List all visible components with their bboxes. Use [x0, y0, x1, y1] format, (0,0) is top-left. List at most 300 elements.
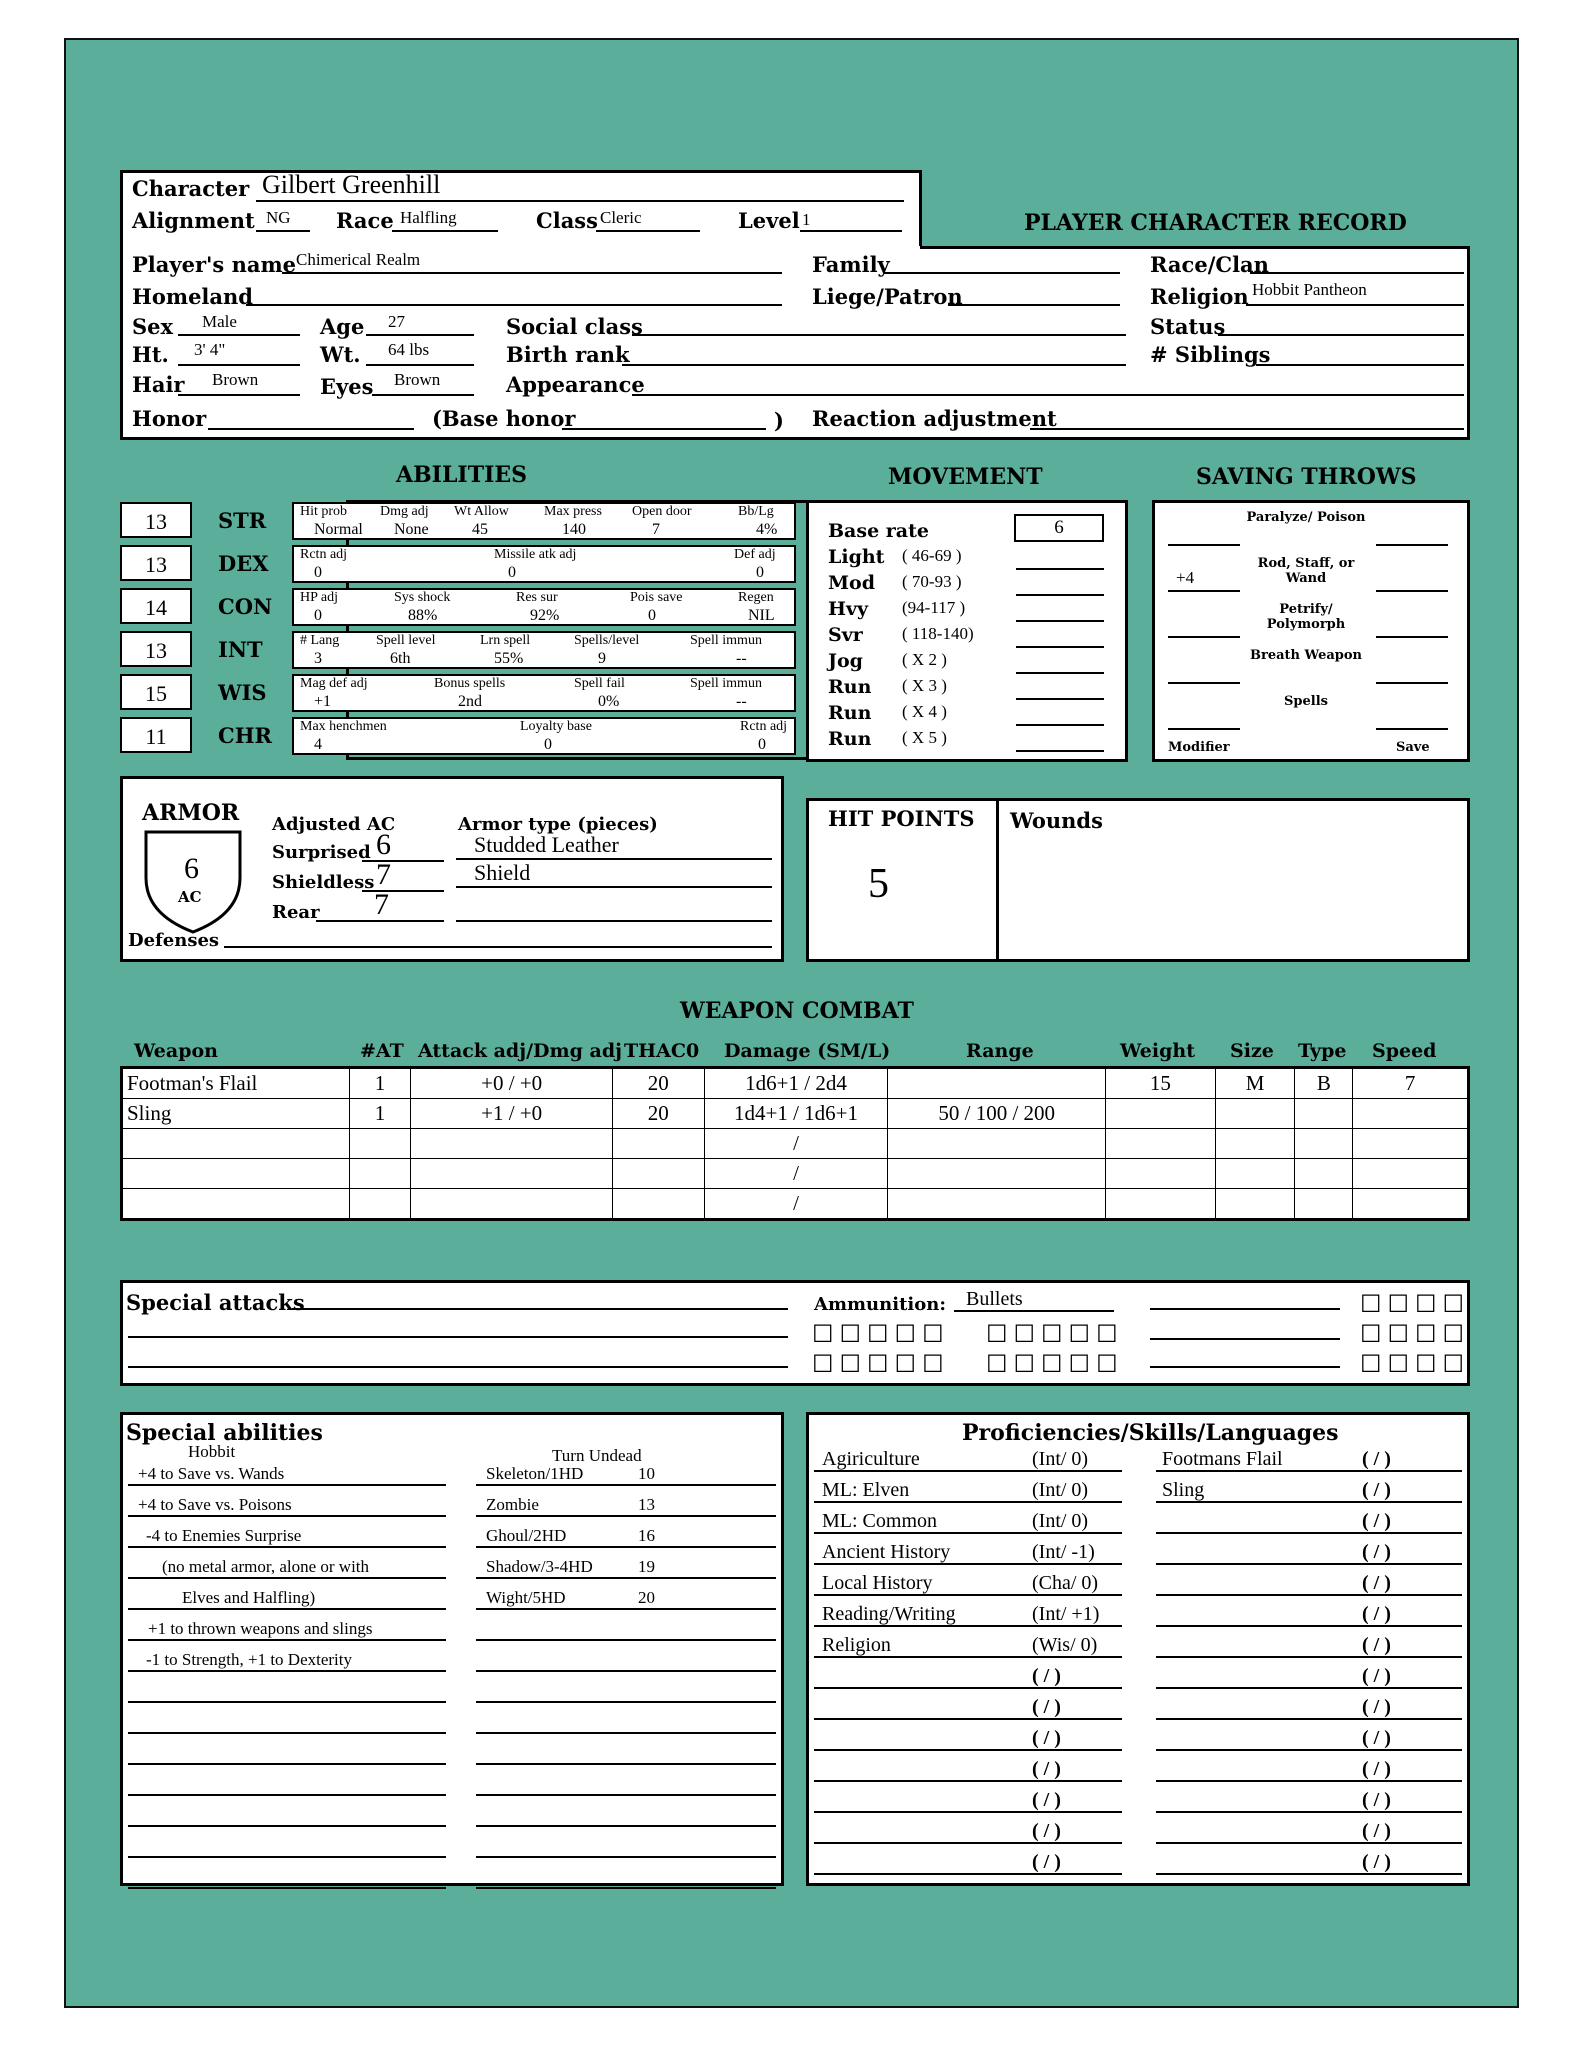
proficiency-stat: (Int/ 0) [1032, 1479, 1089, 1501]
proficiency-slot-right: ( / ) [1362, 1572, 1391, 1594]
ability-detail-label: Res sur [516, 590, 558, 605]
weapon-cell[interactable] [1353, 1189, 1469, 1220]
ability-detail-value[interactable]: 0 [314, 607, 322, 624]
abilities-title: ABILITIES [396, 462, 528, 488]
ammo-checkboxes-2[interactable]: ☐☐☐☐☐ [986, 1320, 1124, 1348]
eyes-value[interactable]: Brown [394, 370, 441, 389]
proficiency-line[interactable] [1156, 1873, 1462, 1875]
movement-line-7[interactable] [1016, 750, 1104, 752]
turn-undead-line[interactable] [476, 1887, 776, 1889]
weapon-cell[interactable] [122, 1189, 350, 1220]
ability-details-str [292, 502, 796, 540]
turn-undead-value: 13 [638, 1495, 655, 1514]
ability-detail-label: Spell immun [690, 633, 762, 648]
special-attacks-box [120, 1280, 1470, 1386]
weapon-cell[interactable]: 1d4+1 / 1d6+1 [704, 1099, 888, 1129]
proficiency-slot-right: ( / ) [1362, 1448, 1391, 1470]
proficiency-line[interactable] [1156, 1532, 1462, 1534]
proficiency-line[interactable] [1156, 1718, 1462, 1720]
saving-throw-modifier-1[interactable]: +4 [1176, 568, 1195, 587]
turn-undead-line[interactable] [476, 1577, 776, 1579]
ammo-checkboxes-3[interactable]: ☐☐☐☐☐ [812, 1350, 950, 1378]
weapon-cell[interactable]: Footman's Flail [122, 1068, 350, 1099]
saving-throw-label-3: Breath Weapon [1250, 648, 1362, 663]
proficiency-stat: (Cha/ 0) [1032, 1572, 1099, 1594]
ability-detail-label: Pois save [630, 590, 683, 605]
movement-line-3[interactable] [1016, 646, 1104, 648]
ability-score-chr[interactable]: 11 [120, 717, 192, 753]
weapon-cell[interactable] [1106, 1099, 1216, 1129]
movement-line-5[interactable] [1016, 698, 1104, 700]
saving-throw-mod-line-3[interactable] [1168, 682, 1240, 684]
ammo-checkboxes-7[interactable]: ☐☐☐☐ [1360, 1350, 1471, 1378]
class-value[interactable]: Cleric [600, 208, 642, 227]
proficiency-slot-right: ( / ) [1362, 1541, 1391, 1563]
ability-detail-value[interactable]: None [394, 521, 429, 538]
ability-score-dex[interactable]: 13 [120, 545, 192, 581]
proficiency-stat: (Int/ 0) [1032, 1448, 1089, 1470]
weapon-cell[interactable] [1106, 1189, 1216, 1220]
turn-undead-line[interactable] [476, 1856, 776, 1858]
special-ability-line[interactable] [128, 1701, 446, 1703]
ability-name-int: INT [218, 637, 263, 662]
ammo-checkboxes-1[interactable]: ☐☐☐☐☐ [812, 1320, 950, 1348]
ability-score-wis[interactable]: 15 [120, 674, 192, 710]
player-value[interactable]: Chimerical Realm [296, 250, 421, 269]
ability-details-int [292, 631, 796, 669]
turn-undead-line[interactable] [476, 1515, 776, 1517]
movement-label-5: Run [828, 676, 872, 698]
weapon-cell[interactable] [1295, 1189, 1353, 1220]
weapon-cell[interactable]: 1 [349, 1099, 411, 1129]
movement-label-3: Svr [828, 624, 863, 646]
turn-undead-line[interactable] [476, 1732, 776, 1734]
proficiency-name-right: Footmans Flail [1162, 1448, 1283, 1470]
player-label: Player's name [132, 252, 297, 277]
turn-undead-name: Shadow/3-4HD [486, 1557, 593, 1576]
ability-detail-value[interactable]: 9 [598, 650, 606, 667]
ability-name-chr: CHR [218, 723, 273, 748]
alignment-value[interactable]: NG [266, 208, 291, 227]
weapon-cell[interactable]: B [1295, 1068, 1353, 1099]
ability-detail-value[interactable]: 0 [314, 564, 322, 581]
character-label: Character [132, 176, 250, 201]
turn-undead-title: Turn Undead [552, 1446, 642, 1465]
hit-points-label: HIT POINTS [828, 806, 975, 831]
proficiency-slot-right: ( / ) [1362, 1665, 1391, 1687]
weapon-cell[interactable] [1215, 1189, 1295, 1220]
special-ability-line[interactable] [128, 1546, 446, 1548]
special-ability-line[interactable] [128, 1484, 446, 1486]
proficiency-name: Ancient History [822, 1541, 951, 1563]
ability-detail-label: Mag def adj [300, 676, 368, 691]
turn-undead-line[interactable] [476, 1825, 776, 1827]
weapon-cell[interactable] [1295, 1099, 1353, 1129]
proficiency-slot: ( / ) [1032, 1789, 1061, 1811]
adjusted-ac-label: Adjusted AC [272, 814, 396, 835]
rear-label: Rear [272, 902, 320, 923]
wt-value[interactable]: 64 lbs [388, 340, 430, 359]
weapon-header-3: THAC0 [624, 1040, 700, 1062]
surprised-label: Surprised [272, 842, 371, 863]
saving-throw-mod-line-2[interactable] [1168, 636, 1240, 638]
proficiency-line[interactable] [1156, 1842, 1462, 1844]
weapon-cell[interactable] [122, 1129, 350, 1159]
saving-throw-mod-line-1[interactable] [1168, 590, 1240, 592]
weapon-cell[interactable]: Sling [122, 1099, 350, 1129]
movement-line-0[interactable] [1016, 568, 1104, 570]
movement-line-2[interactable] [1016, 620, 1104, 622]
ability-detail-value[interactable]: NIL [748, 607, 775, 624]
weapon-cell[interactable]: +1 / +0 [411, 1099, 612, 1129]
ability-detail-value[interactable]: 0 [508, 564, 516, 581]
weapon-cell[interactable] [411, 1189, 612, 1220]
saving-throws-title: SAVING THROWS [1196, 464, 1417, 490]
weapon-cell[interactable]: +0 / +0 [411, 1068, 612, 1099]
proficiency-line[interactable] [1156, 1563, 1462, 1565]
proficiency-line[interactable] [1156, 1811, 1462, 1813]
ability-detail-value[interactable]: 140 [562, 521, 586, 538]
ability-score-str[interactable]: 13 [120, 502, 192, 538]
ability-detail-value[interactable]: 55% [494, 650, 524, 667]
proficiency-line[interactable] [814, 1873, 1122, 1875]
movement-range-3: ( 118-140) [902, 624, 974, 643]
weapon-cell[interactable]: 1d6+1 / 2d4 [704, 1068, 888, 1099]
special-ability-line[interactable] [128, 1887, 446, 1889]
ability-detail-value[interactable]: +1 [314, 693, 332, 710]
ability-row-chr [120, 717, 788, 757]
ability-detail-value[interactable]: 88% [408, 607, 438, 624]
proficiency-line[interactable] [814, 1811, 1122, 1813]
turn-undead-line[interactable] [476, 1794, 776, 1796]
proficiency-slot-right: ( / ) [1362, 1603, 1391, 1625]
turn-undead-line[interactable] [476, 1608, 776, 1610]
ability-detail-label: Hit prob [300, 504, 348, 519]
movement-range-2: (94-117 ) [902, 598, 966, 617]
ammunition-value[interactable]: Bullets [966, 1288, 1023, 1310]
saving-throw-save-line-2[interactable] [1376, 636, 1448, 638]
weapon-cell[interactable] [1353, 1159, 1469, 1189]
hair-label: Hair [132, 372, 185, 397]
eyes-label: Eyes [320, 374, 374, 399]
turn-undead-value: 10 [638, 1464, 655, 1483]
weapon-header-4: Damage (SM/L) [724, 1040, 891, 1062]
weapon-cell[interactable]: M [1215, 1068, 1295, 1099]
movement-line-6[interactable] [1016, 724, 1104, 726]
weapon-cell[interactable]: 20 [612, 1099, 704, 1129]
weapon-cell[interactable] [888, 1189, 1106, 1220]
family-label: Family [812, 252, 890, 277]
proficiency-line[interactable] [1156, 1594, 1462, 1596]
character-name[interactable]: Gilbert Greenhill [262, 170, 441, 199]
ability-detail-value[interactable]: 0 [756, 564, 764, 581]
ammo-checkboxes-6[interactable]: ☐☐☐☐ [1360, 1320, 1471, 1348]
turn-undead-value: 16 [638, 1526, 655, 1545]
weapon-cell[interactable]: / [704, 1159, 888, 1189]
ability-detail-value[interactable]: 45 [472, 521, 488, 538]
race-value[interactable]: Halfling [400, 208, 457, 227]
proficiency-name: Religion [822, 1634, 891, 1656]
base-honor-label: (Base honor [432, 406, 576, 431]
ability-detail-value[interactable]: 0 [648, 607, 656, 624]
special-ability-line[interactable] [128, 1856, 446, 1858]
movement-range-5: ( X 3 ) [902, 676, 947, 695]
base-rate-box[interactable]: 6 [1014, 514, 1104, 542]
base-honor-close: ) [774, 408, 784, 433]
hit-points-value[interactable]: 5 [868, 861, 889, 907]
ability-row-str [120, 502, 780, 542]
special-ability-line[interactable] [128, 1670, 446, 1672]
special-ability-line[interactable] [128, 1825, 446, 1827]
alignment-label: Alignment [132, 208, 255, 233]
weapon-cell[interactable] [1106, 1129, 1216, 1159]
ability-detail-value[interactable]: 3 [314, 650, 322, 667]
weapon-cell[interactable]: 15 [1106, 1068, 1216, 1099]
weapon-cell[interactable] [1295, 1129, 1353, 1159]
ability-score-con[interactable]: 14 [120, 588, 192, 624]
ability-detail-label: Missile atk adj [494, 547, 577, 562]
ability-detail-value[interactable]: -- [736, 650, 747, 667]
ability-score-int[interactable]: 13 [120, 631, 192, 667]
movement-label-2: Hvy [828, 598, 869, 620]
weapon-cell[interactable] [349, 1129, 411, 1159]
weapon-cell[interactable] [411, 1159, 612, 1189]
ability-detail-label: Bb/Lg [738, 504, 774, 519]
weapon-cell[interactable]: / [704, 1189, 888, 1220]
ability-detail-value[interactable]: -- [736, 693, 747, 710]
class-label: Class [536, 208, 598, 233]
turn-undead-line[interactable] [476, 1763, 776, 1765]
weapon-cell[interactable]: 1 [349, 1068, 411, 1099]
proficiency-slot-right: ( / ) [1362, 1696, 1391, 1718]
proficiency-name: Local History [822, 1572, 933, 1594]
special-ability-text: +1 to thrown weapons and slings [148, 1619, 373, 1638]
shieldless-value[interactable]: 7 [376, 858, 391, 891]
weapon-cell[interactable]: 20 [612, 1068, 704, 1099]
weapon-row [122, 1159, 1469, 1189]
ability-detail-label: Dmg adj [380, 504, 429, 519]
turn-undead-name: Skeleton/1HD [486, 1464, 584, 1483]
turn-undead-line[interactable] [476, 1701, 776, 1703]
special-ability-line[interactable] [128, 1639, 446, 1641]
proficiency-line[interactable] [1156, 1780, 1462, 1782]
proficiency-name: ML: Elven [822, 1479, 910, 1501]
proficiency-slot-right: ( / ) [1362, 1634, 1391, 1656]
special-ability-line[interactable] [128, 1732, 446, 1734]
ability-detail-label: Sys shock [394, 590, 451, 605]
movement-label-4: Jog [828, 650, 863, 672]
special-ability-text: -4 to Enemies Surprise [146, 1526, 302, 1545]
age-label: Age [320, 314, 365, 339]
weapon-cell[interactable] [1106, 1159, 1216, 1189]
proficiency-line[interactable] [814, 1842, 1122, 1844]
armor-piece-2[interactable]: Shield [474, 860, 531, 885]
ability-detail-value[interactable]: Normal [314, 521, 363, 538]
movement-title: MOVEMENT [888, 464, 1043, 490]
ability-detail-value[interactable]: 0 [544, 736, 552, 753]
ability-detail-value[interactable]: 6th [390, 650, 411, 667]
turn-undead-value: 19 [638, 1557, 655, 1576]
ability-row-con [120, 588, 780, 628]
special-ability-text: -1 to Strength, +1 to Dexterity [146, 1650, 353, 1669]
movement-range-4: ( X 2 ) [902, 650, 947, 669]
proficiency-slot: ( / ) [1032, 1820, 1061, 1842]
character-sheet [64, 38, 1519, 2008]
special-abilities-title: Special abilities [126, 1420, 323, 1446]
weapon-cell[interactable] [888, 1129, 1106, 1159]
ammunition-label: Ammunition: [814, 1294, 946, 1315]
weapon-cell[interactable] [612, 1189, 704, 1220]
ability-row-int [120, 631, 780, 671]
ht-value[interactable]: 3' 4" [194, 340, 226, 359]
proficiency-slot-right: ( / ) [1362, 1510, 1391, 1532]
weapon-cell[interactable]: 7 [1353, 1068, 1469, 1099]
special-ability-line[interactable] [128, 1515, 446, 1517]
weapon-row [122, 1189, 1469, 1220]
movement-line-1[interactable] [1016, 594, 1104, 596]
ability-name-str: STR [218, 508, 267, 533]
weapon-cell[interactable] [1295, 1159, 1353, 1189]
movement-label-1: Mod [828, 572, 875, 594]
weapon-cell[interactable] [349, 1159, 411, 1189]
proficiency-stat: (Wis/ 0) [1032, 1634, 1098, 1656]
shieldless-label: Shieldless [272, 872, 375, 893]
turn-undead-name: Wight/5HD [486, 1588, 566, 1607]
weapon-header-9: Speed [1372, 1040, 1437, 1062]
proficiency-line[interactable] [1156, 1749, 1462, 1751]
sex-label: Sex [132, 314, 174, 339]
ammo-checkboxes-5[interactable]: ☐☐☐☐ [1360, 1290, 1471, 1318]
saving-throw-save-line-0[interactable] [1376, 544, 1448, 546]
ability-detail-label: Loyalty base [520, 719, 592, 734]
ability-detail-label: Lrn spell [480, 633, 531, 648]
turn-undead-value: 20 [638, 1588, 655, 1607]
weapon-cell[interactable] [1353, 1099, 1469, 1129]
religion-value[interactable]: Hobbit Pantheon [1252, 280, 1367, 299]
weapon-cell[interactable] [1215, 1099, 1295, 1129]
weapon-cell[interactable] [349, 1189, 411, 1220]
weapon-cell[interactable] [1215, 1159, 1295, 1189]
proficiency-slot: ( / ) [1032, 1665, 1061, 1687]
ability-detail-value[interactable]: 4 [314, 736, 322, 753]
proficiency-line[interactable] [814, 1780, 1122, 1782]
turn-undead-line[interactable] [476, 1639, 776, 1641]
status-label: Status [1150, 314, 1226, 339]
special-ability-line[interactable] [128, 1763, 446, 1765]
ability-detail-value[interactable]: 92% [530, 607, 560, 624]
hair-value[interactable]: Brown [212, 370, 259, 389]
weapon-header-7: Size [1230, 1040, 1274, 1062]
proficiency-line[interactable] [814, 1687, 1122, 1689]
weapon-cell[interactable] [888, 1068, 1106, 1099]
movement-line-4[interactable] [1016, 672, 1104, 674]
proficiency-slot-right: ( / ) [1362, 1789, 1391, 1811]
saving-throw-save-line-3[interactable] [1376, 682, 1448, 684]
weapon-cell[interactable] [411, 1129, 612, 1159]
ability-name-wis: WIS [218, 680, 267, 705]
weapon-cell[interactable] [612, 1129, 704, 1159]
armor-piece-1[interactable]: Studded Leather [474, 832, 619, 857]
wounds-label: Wounds [1010, 808, 1103, 833]
siblings-label: # Siblings [1150, 342, 1271, 367]
weapon-header-0: Weapon [134, 1040, 218, 1062]
turn-undead-line[interactable] [476, 1484, 776, 1486]
proficiency-slot-right: ( / ) [1362, 1479, 1391, 1501]
ht-label: Ht. [132, 342, 169, 367]
proficiency-line[interactable] [1156, 1687, 1462, 1689]
weapon-cell[interactable] [612, 1159, 704, 1189]
proficiency-line[interactable] [1156, 1656, 1462, 1658]
weapon-cell[interactable]: / [704, 1129, 888, 1159]
saving-throw-mod-line-0[interactable] [1168, 544, 1240, 546]
movement-range-0: ( 46-69 ) [902, 546, 962, 565]
level-label: Level [738, 208, 800, 233]
movement-range-6: ( X 4 ) [902, 702, 947, 721]
weapon-cell[interactable] [1353, 1129, 1469, 1159]
armor-title: ARMOR [142, 800, 240, 826]
age-value[interactable]: 27 [388, 312, 405, 331]
ac-value[interactable]: 6 [184, 852, 199, 885]
special-ability-line[interactable] [128, 1608, 446, 1610]
ability-row-dex [120, 545, 780, 585]
saving-throw-save-line-1[interactable] [1376, 590, 1448, 592]
weapon-cell[interactable] [122, 1159, 350, 1189]
saving-throw-mod-line-4[interactable] [1168, 728, 1240, 730]
special-ability-text: (no metal armor, alone or with [162, 1557, 370, 1576]
weapon-cell[interactable] [888, 1159, 1106, 1189]
turn-undead-line[interactable] [476, 1670, 776, 1672]
ammo-checkboxes-4[interactable]: ☐☐☐☐☐ [986, 1350, 1124, 1378]
turn-undead-line[interactable] [476, 1546, 776, 1548]
race-label: Race [336, 208, 394, 233]
special-ability-line[interactable] [128, 1794, 446, 1796]
proficiency-line[interactable] [814, 1718, 1122, 1720]
weapon-header-6: Weight [1120, 1040, 1195, 1062]
ability-details-wis [292, 674, 796, 712]
weapon-cell[interactable] [1215, 1129, 1295, 1159]
proficiency-slot-right: ( / ) [1362, 1758, 1391, 1780]
proficiency-slot: ( / ) [1032, 1696, 1061, 1718]
surprised-value[interactable]: 6 [376, 828, 391, 861]
weapon-cell[interactable]: 50 / 100 / 200 [888, 1099, 1106, 1129]
special-ability-line[interactable] [128, 1577, 446, 1579]
level-value[interactable]: 1 [802, 210, 811, 229]
rear-value[interactable]: 7 [374, 888, 389, 921]
weapon-row [122, 1129, 1469, 1159]
ability-details-con [292, 588, 796, 626]
sex-value[interactable]: Male [202, 312, 237, 331]
special-ability-text: Elves and Halfling) [182, 1588, 316, 1607]
ability-detail-value[interactable]: 4% [756, 521, 778, 538]
saving-throw-save-line-4[interactable] [1376, 728, 1448, 730]
modifier-label: Modifier [1168, 740, 1230, 755]
ability-detail-value[interactable]: 2nd [458, 693, 482, 710]
proficiency-slot: ( / ) [1032, 1727, 1061, 1749]
save-label: Save [1396, 740, 1430, 755]
ability-detail-value[interactable]: 7 [652, 521, 660, 538]
weapon-combat-title: WEAPON COMBAT [680, 998, 914, 1024]
ability-detail-value[interactable]: 0% [598, 693, 620, 710]
proficiency-name-right: Sling [1162, 1479, 1205, 1501]
movement-range-1: ( 70-93 ) [902, 572, 962, 591]
player-character-record-title: PLAYER CHARACTER RECORD [1024, 210, 1407, 236]
special-ability-text: +4 to Save vs. Wands [138, 1464, 285, 1483]
saving-throw-label-2: Petrify/ Polymorph [1266, 602, 1346, 632]
proficiency-line[interactable] [1156, 1625, 1462, 1627]
ability-detail-value[interactable]: 0 [758, 736, 766, 753]
saving-throw-label-0: Paralyze/ Poison [1246, 510, 1366, 525]
proficiency-line[interactable] [814, 1749, 1122, 1751]
